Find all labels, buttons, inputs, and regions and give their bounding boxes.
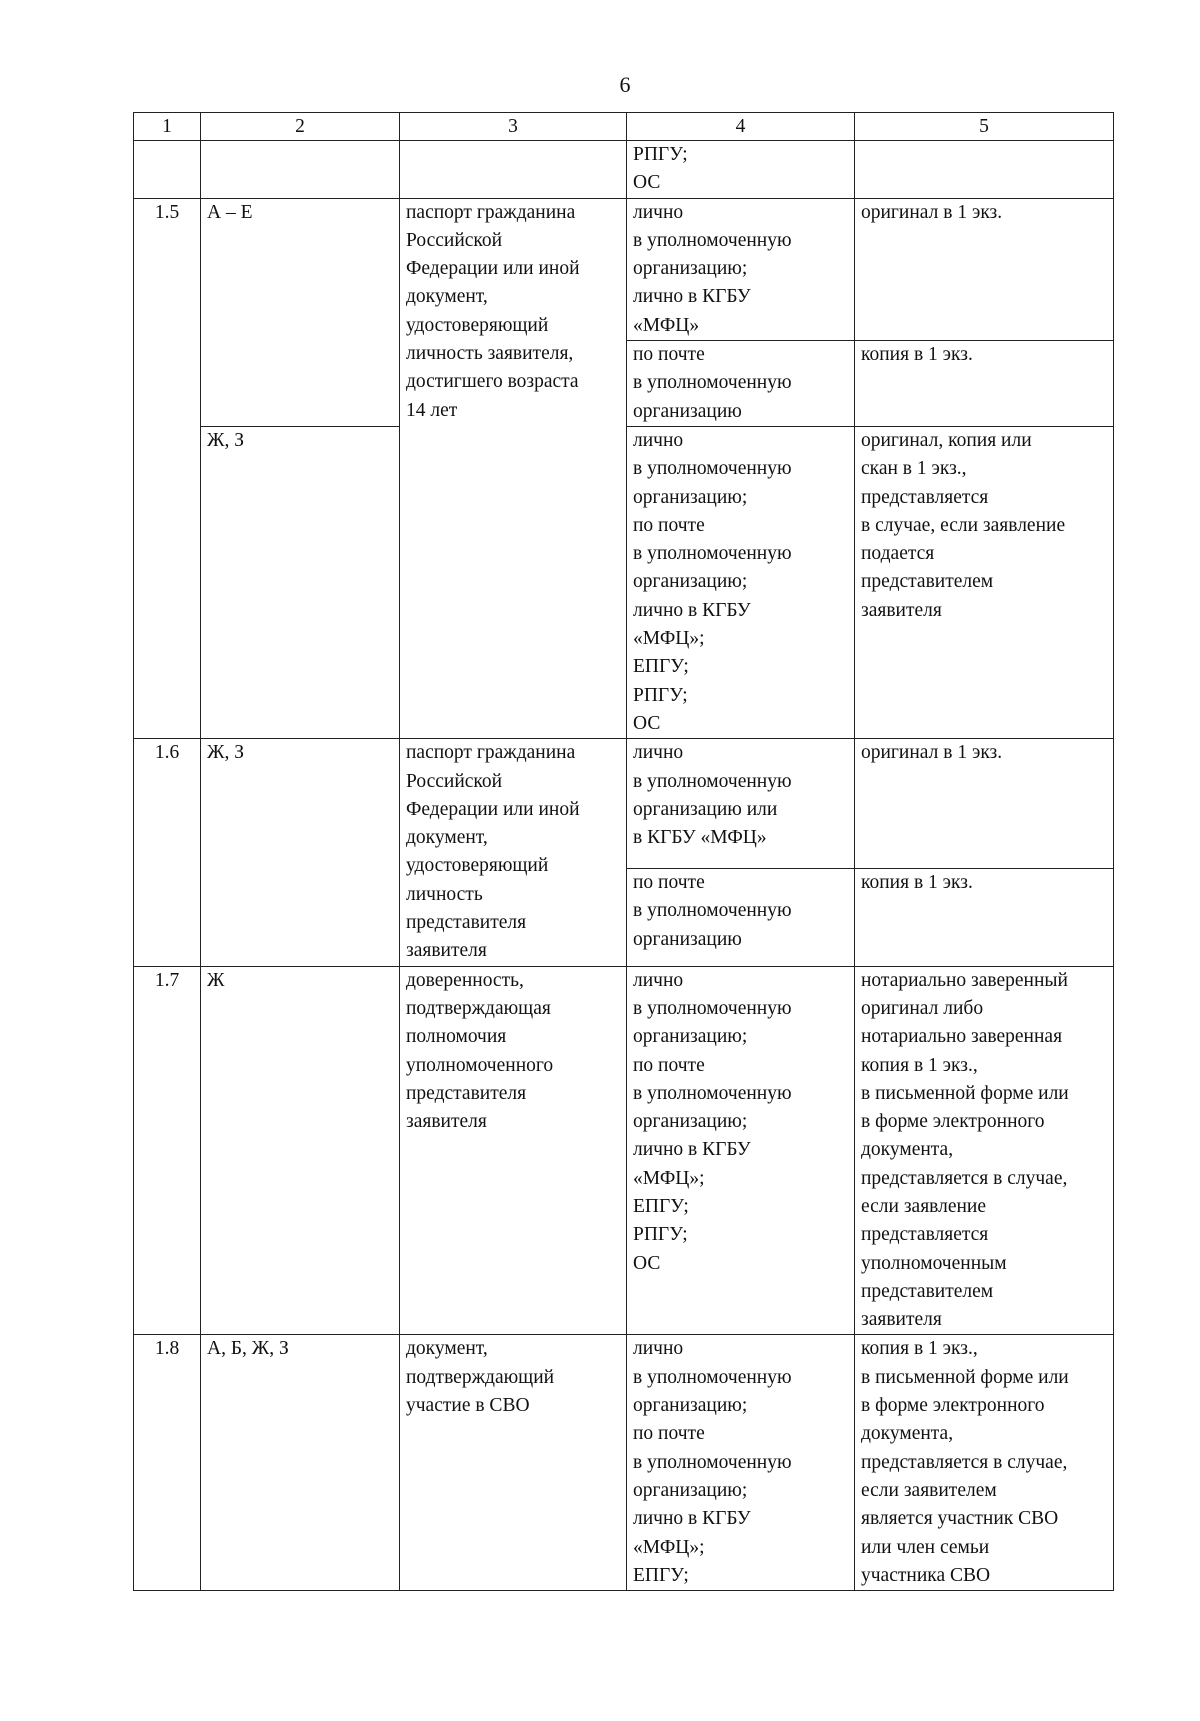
cell-category: А, Б, Ж, З <box>201 1335 400 1591</box>
cell-method <box>627 869 855 967</box>
cell-category: А – Е <box>201 198 400 426</box>
cell-document <box>400 739 627 966</box>
cell-line: документа, <box>861 1423 954 1445</box>
cell-form <box>855 341 1114 427</box>
cell-line: копия в 1 экз., <box>861 1338 978 1360</box>
page-number: 6 <box>619 72 631 97</box>
cell-line: в уполномоченную <box>633 1451 792 1473</box>
cell-line: ОС <box>633 172 661 194</box>
cell-method <box>627 341 855 427</box>
cell-line: уполномоченным <box>861 1252 1007 1274</box>
documents-table <box>133 112 1114 1591</box>
cell-line: по почте <box>633 514 705 536</box>
cell-line: оригинал в 1 экз. <box>861 201 1003 223</box>
cell-document <box>400 966 627 1335</box>
cell-line: заявителя <box>861 599 942 621</box>
cell-line: организацию или <box>633 798 778 820</box>
cell-line: в форме электронного <box>861 1395 1045 1417</box>
cell-line: лично <box>633 1338 684 1360</box>
cell-line: Российской <box>406 229 503 251</box>
cell-document <box>400 1335 627 1591</box>
table-row-1-6 <box>134 739 1114 869</box>
cell-line: «МФЦ»; <box>633 1167 705 1189</box>
cell-line: в форме электронного <box>861 1111 1045 1133</box>
cell-category: Ж, З <box>201 426 400 738</box>
cell-method <box>627 739 855 869</box>
cell-line: в уполномоченную <box>633 1082 792 1104</box>
cell-line: копия в 1 экз. <box>861 344 973 366</box>
cell-line: скан в 1 экз., <box>861 458 967 480</box>
cell-line: уполномоченного <box>406 1054 554 1076</box>
cell-line: ЕПГУ; <box>633 1564 689 1586</box>
cell-line: в уполномоченную <box>633 900 792 922</box>
cell-line: ОС <box>633 712 661 734</box>
cell-line: заявителя <box>406 940 487 962</box>
cell-form <box>855 1335 1114 1591</box>
cell-number <box>134 141 201 199</box>
cell-line: организацию; <box>633 258 748 280</box>
cell-line: если заявителем <box>861 1479 997 1501</box>
cell-line: паспорт гражданина <box>406 201 576 223</box>
cell-line: полномочия <box>406 1026 507 1048</box>
cell-line: организацию; <box>633 571 748 593</box>
cell-line: заявителя <box>861 1309 942 1331</box>
cell-line: нотариально заверенная <box>861 1026 1063 1048</box>
cell-line: документа, <box>861 1139 954 1161</box>
cell-line: Российской <box>406 770 503 792</box>
cell-line: лично в КГБУ <box>633 1139 751 1161</box>
cell-method <box>627 426 855 738</box>
cell-line: представляется <box>861 1224 989 1246</box>
cell-line: по почте <box>633 344 705 366</box>
cell-line: ЕПГУ; <box>633 1195 689 1217</box>
cell-line: в уполномоченную <box>633 1366 792 1388</box>
cell-line: документ, <box>406 827 488 849</box>
cell-line: организацию; <box>633 1111 748 1133</box>
cell-line: личность <box>406 883 483 905</box>
cell-line: организацию <box>633 400 742 422</box>
header-col-2: 2 <box>201 113 400 141</box>
cell-line: представителя <box>406 1082 527 1104</box>
cell-line: лично <box>633 201 684 223</box>
cell-line: оригинал либо <box>861 997 984 1019</box>
cell-line: в уполномоченную <box>633 372 792 394</box>
cell-line: Федерации или иной <box>406 798 580 820</box>
cell-line: копия в 1 экз. <box>861 872 973 893</box>
cell-form <box>855 869 1114 967</box>
cell-form <box>855 141 1114 199</box>
cell-line: удостоверяющий <box>406 314 549 336</box>
cell-line: подтверждающая <box>406 997 551 1019</box>
cell-line: организацию <box>633 928 742 950</box>
cell-line: 14 лет <box>406 399 458 421</box>
cell-category: Ж <box>201 966 400 1335</box>
cell-line: лично в КГБУ <box>633 286 751 308</box>
cell-line: по почте <box>633 1054 705 1076</box>
cell-method <box>627 966 855 1335</box>
cell-method <box>627 198 855 340</box>
cell-line: доверенность, <box>406 969 524 991</box>
cell-line: ЕПГУ; <box>633 656 689 678</box>
cell-line: паспорт гражданина <box>406 742 576 764</box>
cell-number: 1.6 <box>134 739 201 966</box>
cell-line: личность заявителя, <box>406 343 574 365</box>
cell-line: достигшего возраста <box>406 371 579 393</box>
cell-line: оригинал в 1 экз. <box>861 742 1003 764</box>
cell-line: подается <box>861 543 935 565</box>
cell-line: если заявление <box>861 1195 987 1217</box>
header-col-4: 4 <box>627 113 855 141</box>
cell-line: представителем <box>861 1280 994 1302</box>
cell-line: по почте <box>633 872 705 893</box>
cell-number: 1.8 <box>134 1335 201 1591</box>
cell-line: документ, <box>406 286 488 308</box>
cell-line: участника СВО <box>861 1564 991 1586</box>
cell-line: документ, <box>406 1338 488 1360</box>
cell-line: РПГУ; <box>633 1224 688 1246</box>
cell-line: представляется <box>861 486 989 508</box>
cell-line: лично <box>633 429 684 451</box>
cell-line: представляется в случае, <box>861 1451 1068 1473</box>
table-header-row <box>134 113 1114 141</box>
cell-line: представителя <box>406 912 527 934</box>
cell-document <box>400 141 627 199</box>
header-col-5: 5 <box>855 113 1114 141</box>
cell-line: лично <box>633 742 684 764</box>
cell-form <box>855 426 1114 738</box>
cell-line: является участник СВО <box>861 1508 1059 1530</box>
cell-number: 1.7 <box>134 966 201 1335</box>
cell-line: заявителя <box>406 1111 487 1133</box>
cell-line: РПГУ; <box>633 684 688 706</box>
cell-line: представляется в случае, <box>861 1167 1068 1189</box>
cell-line: подтверждающий <box>406 1366 555 1388</box>
cell-line: РПГУ; <box>633 144 688 165</box>
cell-category: Ж, З <box>201 739 400 966</box>
header-col-3: 3 <box>400 113 627 141</box>
cell-category <box>201 141 400 199</box>
cell-form <box>855 966 1114 1335</box>
cell-form <box>855 739 1114 869</box>
cell-method <box>627 141 855 199</box>
cell-line: «МФЦ»; <box>633 1536 705 1558</box>
cell-line: оригинал, копия или <box>861 429 1032 451</box>
cell-line: в уполномоченную <box>633 997 792 1019</box>
cell-line: в КГБУ «МФЦ» <box>633 827 767 849</box>
cell-number: 1.5 <box>134 198 201 739</box>
cell-line: организацию; <box>633 1479 748 1501</box>
cell-line: в случае, если заявление <box>861 514 1066 536</box>
table-row-1-7 <box>134 966 1114 1335</box>
cell-line: в письменной форме или <box>861 1082 1069 1104</box>
cell-line: нотариально заверенный <box>861 969 1068 991</box>
table-row-continued <box>134 141 1114 199</box>
cell-line: организацию; <box>633 486 748 508</box>
cell-line: организацию; <box>633 1026 748 1048</box>
cell-line: в письменной форме или <box>861 1366 1069 1388</box>
cell-line: представителем <box>861 571 994 593</box>
cell-line: в уполномоченную <box>633 543 792 565</box>
cell-method <box>627 1335 855 1591</box>
table-row-1-5 <box>134 198 1114 340</box>
cell-line: лично <box>633 969 684 991</box>
cell-line: удостоверяющий <box>406 855 549 877</box>
cell-line: в уполномоченную <box>633 770 792 792</box>
cell-line: копия в 1 экз., <box>861 1054 978 1076</box>
cell-line: лично в КГБУ <box>633 1508 751 1530</box>
cell-line: ОС <box>633 1252 661 1274</box>
table-row-1-8 <box>134 1335 1114 1591</box>
cell-document <box>400 198 627 739</box>
cell-line: или член семьи <box>861 1536 990 1558</box>
cell-line: организацию; <box>633 1395 748 1417</box>
cell-line: участие в СВО <box>406 1395 530 1417</box>
cell-line: «МФЦ»; <box>633 628 705 650</box>
cell-line: Федерации или иной <box>406 258 580 280</box>
cell-form <box>855 198 1114 340</box>
cell-line: лично в КГБУ <box>633 599 751 621</box>
cell-line: по почте <box>633 1423 705 1445</box>
header-col-1: 1 <box>134 113 201 141</box>
cell-line: в уполномоченную <box>633 458 792 480</box>
cell-line: «МФЦ» <box>633 314 700 336</box>
cell-line: в уполномоченную <box>633 229 792 251</box>
